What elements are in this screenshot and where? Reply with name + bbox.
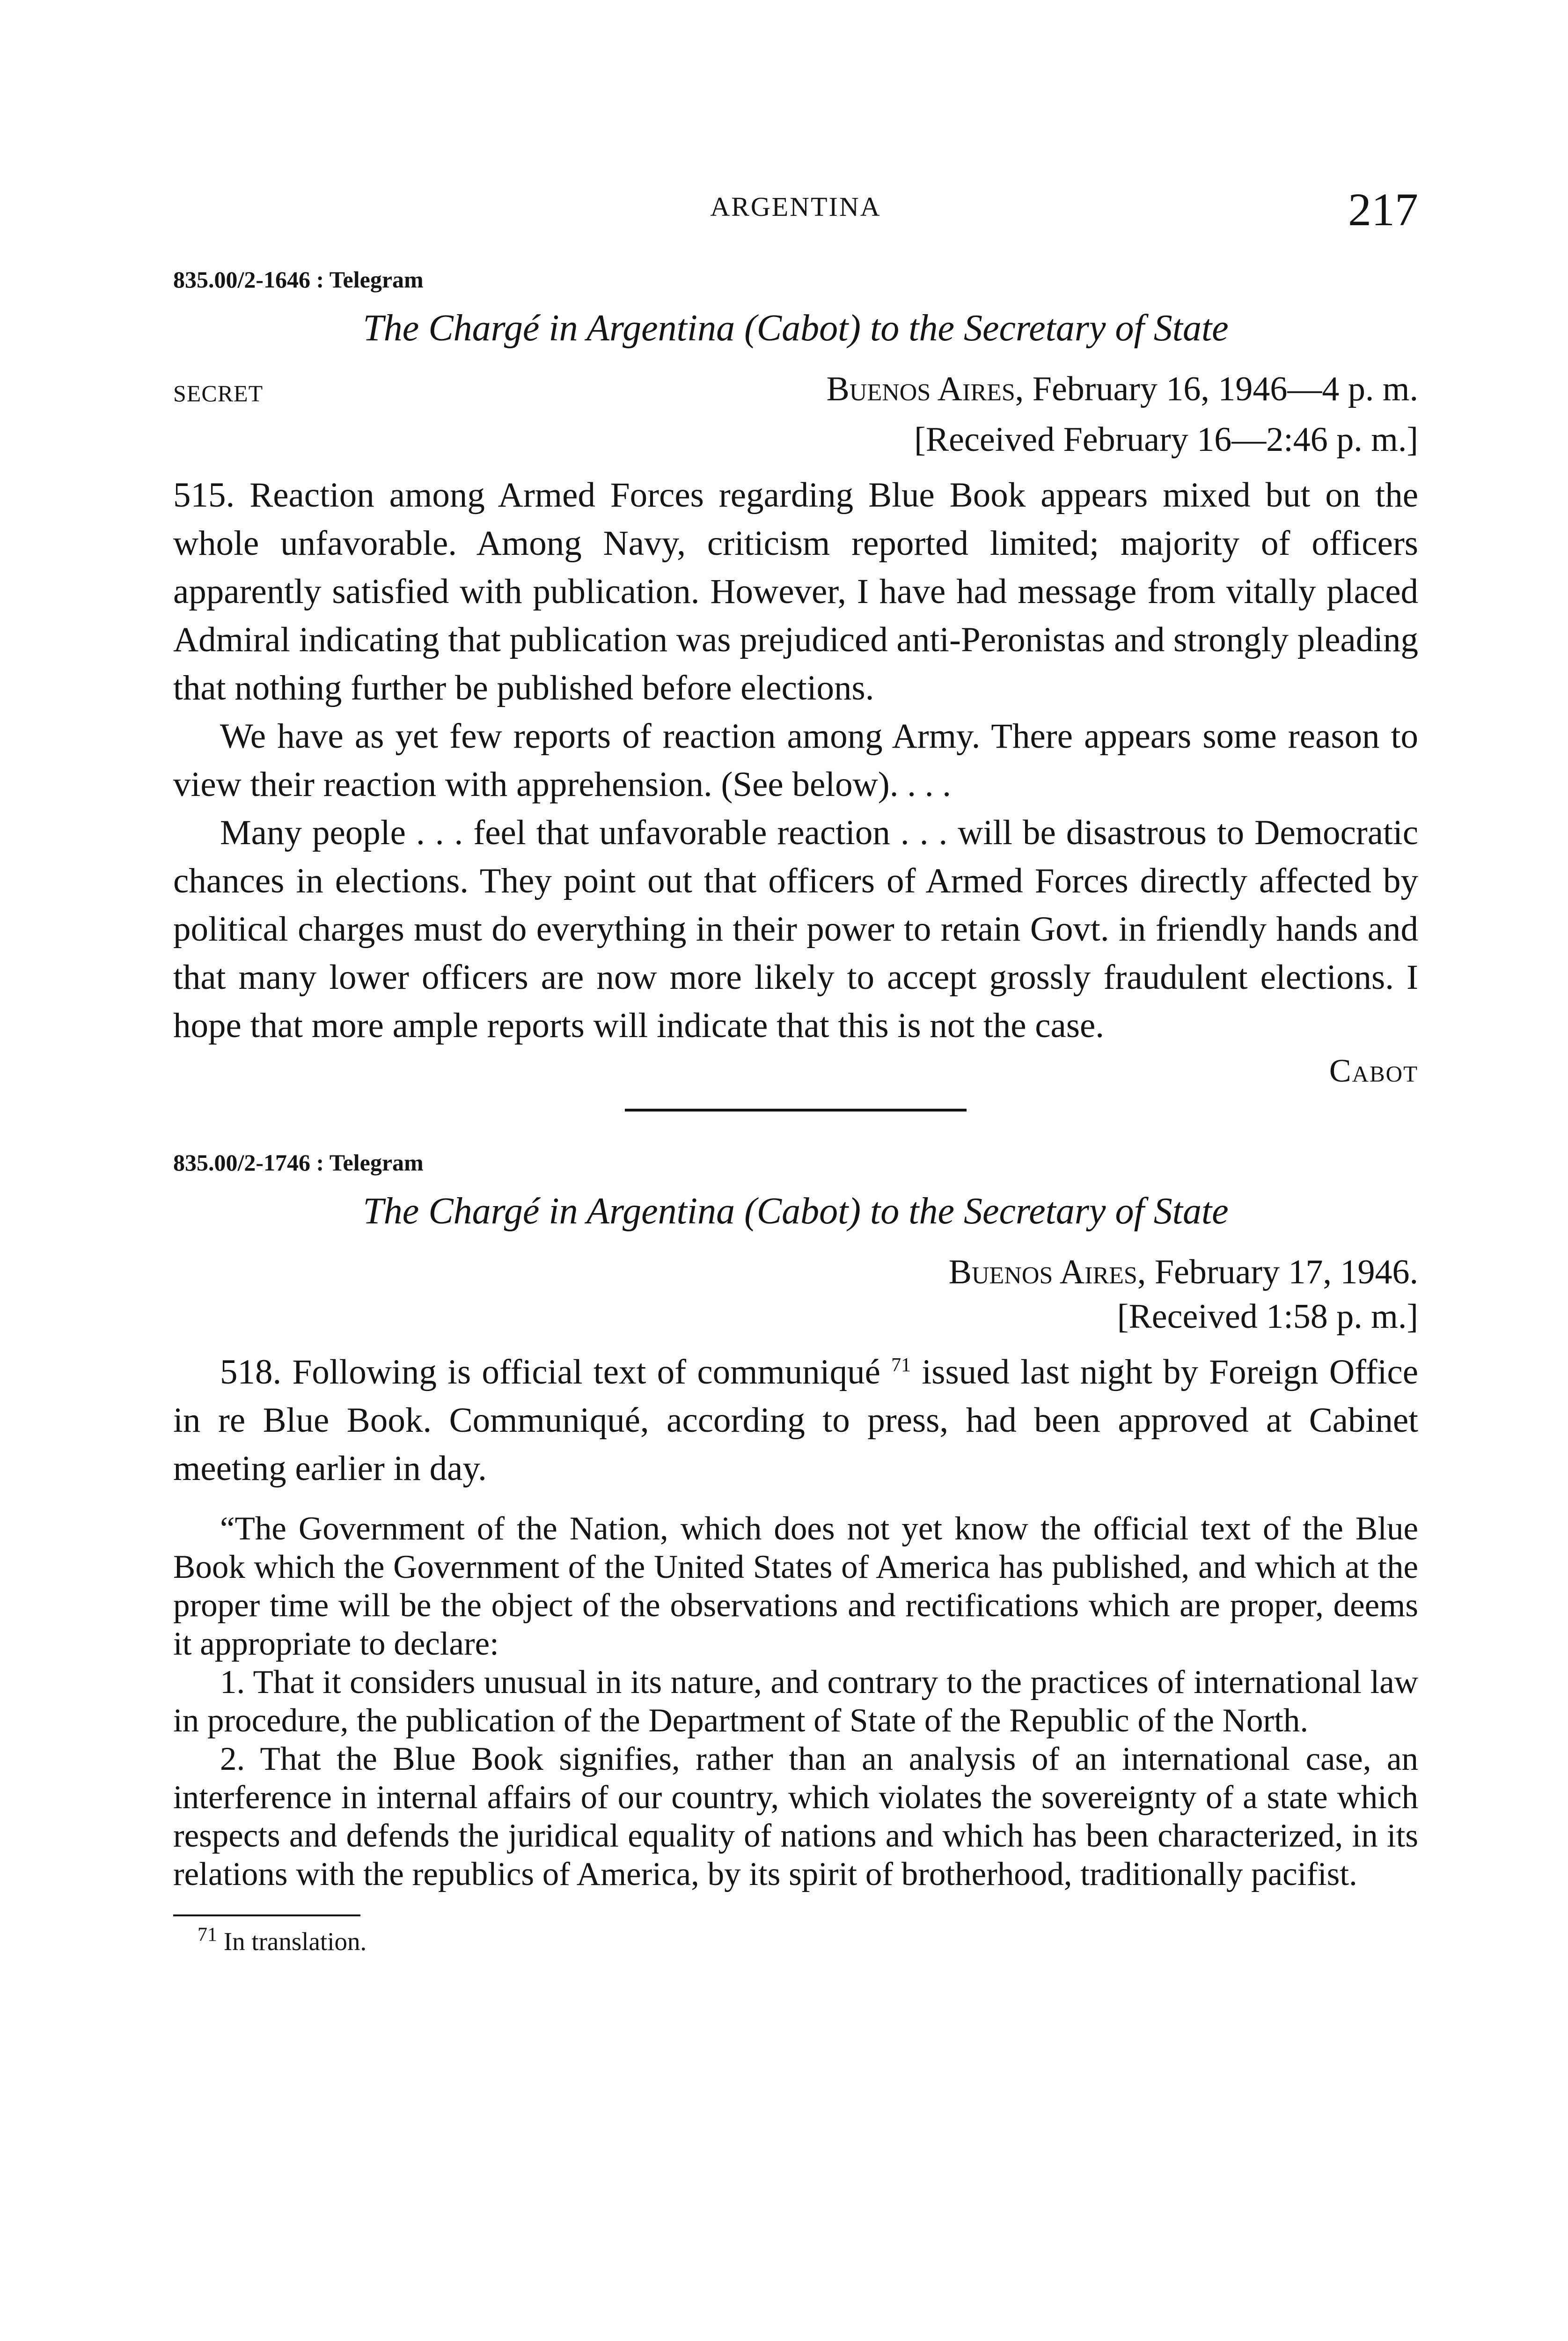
received-line: [Received February 16—2:46 p. m.] xyxy=(914,420,1418,459)
document-caption: The Chargé in Argentina (Cabot) to the Secretary of State xyxy=(363,1191,1229,1232)
classification-label: SECRET xyxy=(173,380,264,406)
paragraph-text: 518. Following is official text of communiqué xyxy=(220,1353,880,1391)
paragraph: Many people . . . feel that unfavorable reaction . . . will be disastrous to Democratic chances in elections. They point out that officers of Armed Forces directly affected by political charges must do everything in their power to retain Govt. in friendly hands and that many lower officers are now more likely to accept grossly fraudulent elections. I hope that more ample reports will indicate that this is not the case. xyxy=(173,813,1418,1045)
dateline xyxy=(173,369,1418,420)
running-head xyxy=(173,183,1418,253)
document-page xyxy=(173,183,1418,1956)
place: Buenos Aires xyxy=(826,370,1015,408)
quoted-communique: “The Government of the Nation, which does not yet know the official text of the Blue Book which the Government of the United States of America has published, and which at the proper time will be the object of the observations and rectifications which are proper, deems it appropriate to declare: xyxy=(173,1510,1418,1662)
file-reference: 835.00/2-1746 : Telegram xyxy=(173,1149,424,1176)
quoted-item: 1. That it considers unusual in its nature, and contrary to the practices of international law in procedure, the publication of the Department of State of the Republic of the North. xyxy=(173,1664,1418,1739)
paragraph-text: issued last night by Foreign Office in re Blue Book. Communiqué, according to press, had been approved at Cabinet meeting earlier in day. xyxy=(173,1353,1419,1488)
date: , February 16, 1946—4 p. m. xyxy=(1015,370,1418,408)
place-date xyxy=(173,1252,1418,1292)
footnote-marker: 71 xyxy=(198,1924,217,1946)
footnote-divider xyxy=(173,1914,360,1916)
footnote-marker: 71 xyxy=(891,1355,911,1376)
quoted-item: 2. That the Blue Book signifies, rather than an analysis of an international case, an interference in internal affairs of our country, which violates the sovereignty of a state which respects and defends the juridical equality of nations and which has been characterized, in its relations with the republics of America, by its spirit of brotherhood, traditionally pacifist. xyxy=(173,1741,1418,1892)
place: Buenos Aires xyxy=(948,1253,1137,1291)
footnote-text: In translation. xyxy=(217,1927,367,1956)
place-date xyxy=(827,369,1418,409)
paragraph: 515. Reaction among Armed Forces regarding Blue Book appears mixed but on the whole unfavorable. Among Navy, criticism reported limited; majority of officers apparently satisfied with publication. However, I have had message from vitally placed Admiral indicating that publication was prejudiced anti-Peronistas and strongly pleading that nothing further be published before elections. xyxy=(173,476,1418,707)
section-divider xyxy=(625,1109,967,1112)
received-line: [Received 1:58 p. m.] xyxy=(1117,1297,1418,1336)
page-number: 217 xyxy=(1348,184,1418,236)
paragraph xyxy=(173,1348,1418,1493)
footnote xyxy=(173,1924,1418,1956)
document-caption: The Chargé in Argentina (Cabot) to the Secretary of State xyxy=(363,308,1229,349)
date: , February 17, 1946. xyxy=(1137,1253,1418,1291)
signature: Cabot xyxy=(1329,1053,1418,1089)
paragraph: We have as yet few reports of reaction among Army. There appears some reason to view their reaction with apprehension. (See below). . . . xyxy=(173,717,1418,804)
running-title: ARGENTINA xyxy=(710,191,881,222)
file-reference: 835.00/2-1646 : Telegram xyxy=(173,266,424,293)
